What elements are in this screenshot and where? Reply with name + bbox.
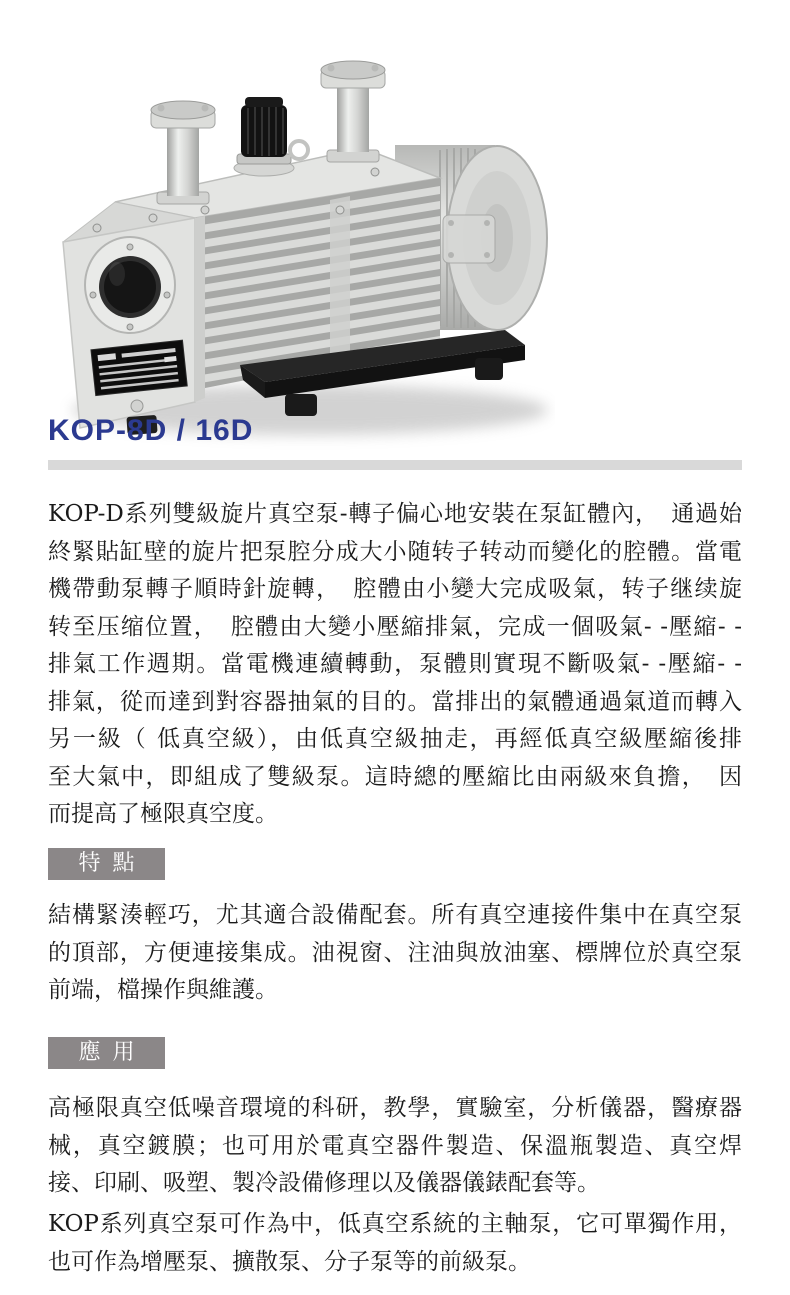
- text-line: 高極限真空低噪音環境的科研，教學，實驗室，分析儀器，醫療器: [48, 1095, 742, 1121]
- text-line: 排氣工作週期。當電機連續轉動，泵體則實現不斷吸氣- -壓縮- -: [48, 651, 742, 677]
- page-title: KOP-8D / 16D: [48, 414, 254, 447]
- exhaust-port: [321, 61, 385, 162]
- text-line: 而提高了極限真空度。: [48, 801, 278, 827]
- text-line: 機帶動泵轉子順時針旋轉， 腔體由小變大完成吸氣，转子继续旋: [48, 576, 742, 602]
- product-photo: [45, 50, 555, 450]
- closing-paragraph: [48, 1206, 742, 1281]
- section-header-features: 特點: [48, 848, 165, 880]
- lifting-eye: [290, 141, 308, 159]
- title-divider: [48, 460, 742, 470]
- text-line: 前端，檔操作與維護。: [48, 977, 278, 1003]
- text-line: KOP-D系列雙級旋片真空泵-轉子偏心地安裝在泵缸體內， 通過始: [48, 501, 742, 527]
- text-line: 另一級（ 低真空級），由低真空級抽走，再經低真空級壓縮後排: [48, 726, 742, 752]
- features-paragraph: [48, 897, 742, 1010]
- text-line: 械，真空鍍膜；也可用於電真空器件製造、保溫瓶製造、真空焊: [48, 1132, 742, 1159]
- text-line: 終緊貼缸壁的旋片把泵腔分成大小随转子转动而變化的腔體。當電: [48, 538, 742, 565]
- section-header-applications: 應用: [48, 1037, 165, 1069]
- vacuum-pump-illustration: [45, 50, 555, 450]
- nameplate: [91, 340, 187, 395]
- text-line: 排氣，從而達到對容器抽氣的目的。當排出的氣體通過氣道而轉入: [48, 688, 742, 715]
- text-line: 結構緊湊輕巧，尤其適合設備配套。所有真空連接件集中在真空泵: [48, 902, 742, 928]
- applications-paragraph: [48, 1090, 742, 1203]
- text-line: 也可作為增壓泵、擴散泵、分子泵等的前級泵。: [48, 1248, 531, 1275]
- text-line: 接、印刷、吸塑、製冷設備修理以及儀器儀錶配套等。: [48, 1170, 600, 1196]
- text-line: 至大氣中，即組成了雙級泵。這時總的壓縮比由兩級來負擔， 因: [48, 763, 742, 790]
- intro-paragraph: [48, 496, 742, 834]
- text-line: 转至压缩位置， 腔體由大變小壓縮排氣，完成一個吸氣- -壓縮- -: [48, 613, 742, 640]
- pump-front-panel: [63, 216, 205, 428]
- text-line: 的頂部，方便連接集成。油視窗、注油與放油塞、標牌位於真空泵: [48, 939, 742, 966]
- text-line: KOP系列真空泵可作為中，低真空系統的主軸泵，它可單獨作用，: [48, 1211, 742, 1237]
